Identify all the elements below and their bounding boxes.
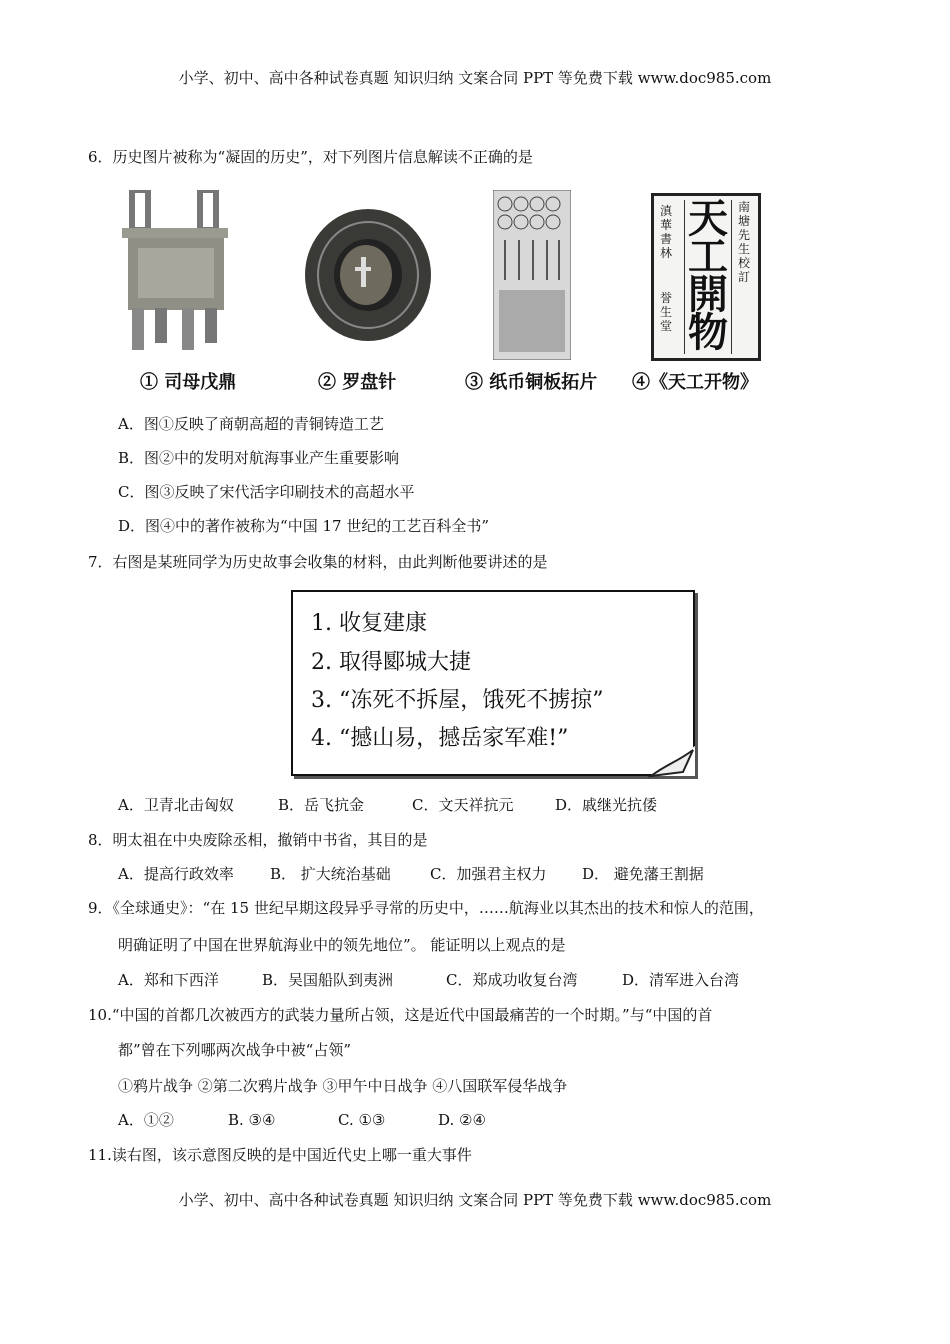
card-line-2: 2. 取得郾城大捷: [311, 650, 471, 675]
q8-option-d: D． 避免藩王割据: [582, 865, 704, 883]
q10-option-c: C. ①③: [338, 1111, 386, 1129]
caption-2: ② 罗盘针: [318, 372, 397, 393]
q9-option-b: B．吴国船队到夷洲: [262, 971, 394, 989]
caption-1: ① 司母戊鼎: [140, 372, 237, 393]
q9-option-c: C．郑成功收复台湾: [446, 971, 578, 989]
q6-option-b: B．图②中的发明对航海事业产生重要影响: [118, 449, 400, 467]
question-6-stem: 6．历史图片被称为“凝固的历史”，对下列图片信息解读不正确的是: [88, 148, 533, 166]
tiangong-kaiwu-cover-image: [651, 193, 761, 361]
book-hall: 誉生堂: [660, 291, 673, 333]
question-7-stem: 7．右图是某班同学为历史故事会收集的材料，由此判断他要讲述的是: [88, 553, 548, 571]
question-8-stem: 8．明太祖在中央废除丞相，撤销中书省，其目的是: [88, 831, 428, 849]
page-header: 小学、初中、高中各种试卷真题 知识归纳 文案合同 PPT 等免费下载 www.doc985.com: [178, 69, 772, 87]
q6-option-a: A．图①反映了商朝高超的青铜铸造工艺: [118, 415, 384, 433]
page-footer: 小学、初中、高中各种试卷真题 知识归纳 文案合同 PPT 等免费下载 www.doc985.com: [178, 1191, 772, 1209]
book-editor: 南塘先生校訂: [738, 200, 751, 284]
page-curl-icon: [647, 744, 697, 778]
compass-image: [303, 207, 433, 343]
q6-option-c: C．图③反映了宋代活字印刷技术的高超水平: [118, 483, 415, 501]
caption-4: ④《天工开物》: [632, 372, 758, 393]
q7-option-c: C．文天祥抗元: [412, 796, 514, 814]
q8-option-c: C．加强君主权力: [430, 865, 547, 883]
material-card: [291, 590, 695, 776]
q10-option-b: B. ③④: [228, 1111, 276, 1129]
question-10-items: ①鸦片战争 ②第二次鸦片战争 ③甲午中日战争 ④八国联军侵华战争: [118, 1077, 568, 1095]
question-9-stem-2: 明确证明了中国在世界航海业中的领先地位”。 能证明以上观点的是: [118, 936, 566, 954]
q6-option-d: D．图④中的著作被称为“中国 17 世纪的工艺百科全书”: [118, 517, 489, 535]
question-10-stem-2: 都”曾在下列哪两次战争中被“占领”: [118, 1041, 352, 1059]
q10-option-a: A．①②: [118, 1111, 174, 1129]
paper-money-image: [493, 190, 571, 360]
q10-option-d: D. ②④: [438, 1111, 486, 1129]
caption-3: ③ 纸币铜板拓片: [465, 372, 598, 393]
card-line-1: 1. 收复建康: [311, 611, 427, 636]
q7-option-a: A．卫青北击匈奴: [118, 796, 234, 814]
q9-option-a: A．郑和下西洋: [118, 971, 219, 989]
card-line-4: 4. “撼山易，撼岳家军难!”: [311, 726, 569, 751]
q7-option-d: D．戚继光抗倭: [555, 796, 658, 814]
question-11-stem: 11.读右图，该示意图反映的是中国近代史上哪一重大事件: [88, 1146, 472, 1164]
card-line-3: 3. “冻死不拆屋，饿死不掳掠”: [311, 688, 604, 713]
book-publisher: 滇華書林: [660, 204, 673, 260]
q8-option-a: A．提高行政效率: [118, 865, 234, 883]
q9-option-d: D．清军进入台湾: [622, 971, 740, 989]
q7-option-b: B．岳飞抗金: [278, 796, 365, 814]
question-10-stem-1: 10.“中国的首都几次被西方的武装力量所占领，这是近代中国最痛苦的一个时期。”与“中国的首: [88, 1006, 713, 1024]
q8-option-b: B． 扩大统治基础: [270, 865, 391, 883]
ding-image: [120, 190, 230, 355]
book-title: 天工開物: [684, 200, 732, 354]
question-9-stem-1: 9．《全球通史》：“在 15 世纪早期这段异乎寻常的历史中，……航海业以其杰出的技术和惊人的范围，: [88, 899, 764, 917]
